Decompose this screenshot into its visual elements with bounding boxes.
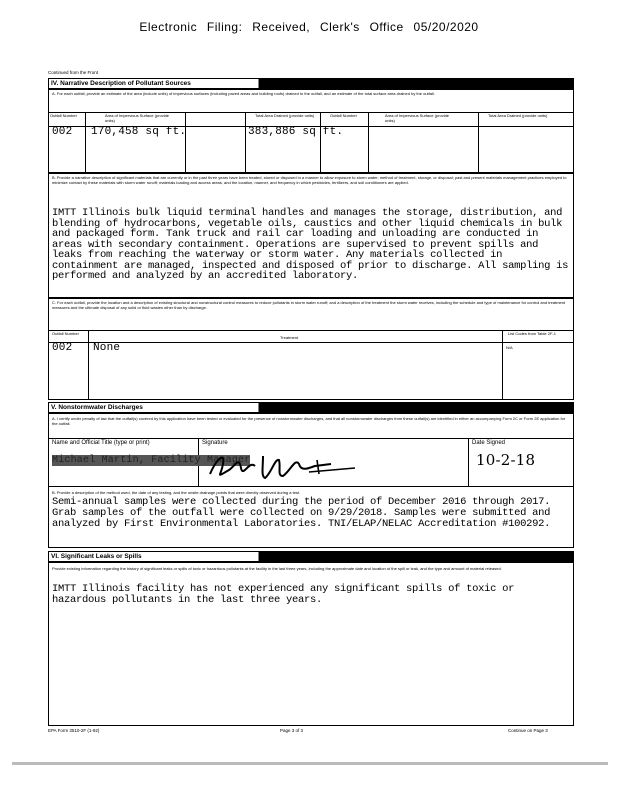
section-6-header: VI. Significant Leaks or Spills xyxy=(48,551,574,562)
section-5a-instructions: A. I certify under penalty of law that the outfall(s) covered by this application have been tested or evaluated for the presence of nonstormwater discharges, and that all nonstormwater discharges from these outfall(s) are identified in either an accompanying Form 2C or Form 2E application for the outfall. xyxy=(52,416,566,426)
col-outfall-number: Outfall Number xyxy=(50,113,77,118)
col-treatment: Treatment xyxy=(280,335,299,340)
divider xyxy=(468,438,469,486)
section-5b-instructions: B. Provide a description of the method used, the date of any testing, and the onsite drainage points that were directly observed during a test. xyxy=(52,490,301,495)
divider xyxy=(48,486,574,487)
divider xyxy=(478,112,479,173)
page-number: Page 3 of 3 xyxy=(280,728,304,733)
col-total-area: Total Area Drained (provide units) xyxy=(255,113,315,118)
divider xyxy=(368,112,369,173)
section-4b-instructions: B. Provide a narrative description of significant materials that are currently or in the past three years have been treated, stored or disposed in a manner to allow exposure to storm water; method of treatment, storage, or disposal; past and present materials management practices employed to minimize contact by these materials with storm water runoff; materials loading and access areas, and the location, manner, and frequency in which pesticides, fertilizers, and soil conditioners are applied. xyxy=(52,175,567,185)
divider xyxy=(48,342,574,343)
signature-image xyxy=(205,448,365,482)
section-4c-box xyxy=(48,298,574,400)
name-title-value: Michael Martin, Facility Manager xyxy=(52,455,251,466)
impervious-area-value: 170,458 sq ft. xyxy=(91,126,187,138)
section-6-answer: IMTT Illinois facility has not experienced any significant spills of toxic or hazardous pollutants in the last three years. xyxy=(52,583,521,606)
col-impervious-area: Area of Impervious Surface (provide units) xyxy=(105,113,170,123)
section-4c-instructions: C. For each outfall, provide the location and a description of existing structural and nonstructural control measures to reduce pollutants in storm water runoff; and a description of the treatment the storm water receives, including the schedule and type of maintenance for control and treatment measures and the ultimate disposal of any solid or fluid wastes other than by discharge. xyxy=(52,300,566,310)
divider xyxy=(502,330,503,400)
treatment-value: None xyxy=(93,342,121,354)
col-outfall-number-2: Outfall Number xyxy=(330,113,357,118)
form-id: EPA Form 3510-2F (1-92) xyxy=(48,728,100,733)
divider xyxy=(88,330,89,400)
codes-value: N/A xyxy=(506,345,513,350)
treatment-outfall-value: 002 xyxy=(52,342,73,354)
signature-label: Signature xyxy=(202,440,228,446)
name-title-label: Name and Official Title (type or print) xyxy=(52,440,150,446)
section-4-header: IV. Narrative Description of Pollutant Sources xyxy=(48,78,574,89)
total-area-value: 383,886 sq ft. xyxy=(248,126,344,138)
col-outfall-number-c: Outfall Number xyxy=(52,331,79,336)
date-signed-value: 10-2-18 xyxy=(476,451,536,469)
divider xyxy=(320,112,321,173)
divider xyxy=(48,330,574,331)
section-4a-instructions: A. For each outfall, provide an estimate of the area (include units) of impervious surfaces (including paved areas and building roofs) drained to the outfall, and an estimate of the total surface area drained by the outfall. xyxy=(52,91,435,96)
continue-note: Continue on Page 3 xyxy=(508,728,548,733)
section-5-header: V. Nonstormwater Discharges xyxy=(48,402,574,413)
section-4b-narrative: IMTT Illinois bulk liquid terminal handles and manages the storage, distribution, and blending of hydrocarbons, vegetable oils, caustics and other liquid chemicals in bulk and packaged form. Tank truck and rail car loading and unloading are conducted in areas with secondary containment. Operations are supervised to prevent spills and leaks from reaching the waterway or storm water. Any materials collected in containment are managed, inspected and disposed of prior to discharge. All sampling is performed and analyzed by an accredited laboratory. xyxy=(52,207,575,282)
section-5b-answer: Semi-annual samples were collected during the period of December 2016 through 2017. Grab samples of the outfall were collected on 9/29/2018. Samples were submitted and analyzed by First Environmental Laboratories. TNI/ELAP/NELAC Accreditation #100292. xyxy=(52,496,557,530)
divider xyxy=(245,112,246,173)
divider xyxy=(48,438,574,439)
col-total-area-2: Total Area Drained (provide units) xyxy=(488,113,548,118)
col-codes: List Codes from Table 2F-1 xyxy=(508,331,556,336)
outfall-number-value: 002 xyxy=(52,126,73,138)
scan-edge xyxy=(12,762,608,765)
electronic-filing-stamp: Electronic Filing: Received, Clerk's Office 05/20/2020 xyxy=(139,20,479,34)
section-6-instructions: Provide existing information regarding the history of significant leaks or spills of toxic or hazardous pollutants at the facility in the last three years, including the approximate date and location of the spill or leak, and the type and amount of material released. xyxy=(52,566,502,571)
divider xyxy=(185,112,186,173)
continued-from-label: Continued from the Front xyxy=(48,70,99,75)
col-impervious-area-2: Area of Impervious Surface (provide units) xyxy=(385,113,450,123)
date-signed-label: Date Signed xyxy=(472,440,506,446)
divider xyxy=(85,112,86,173)
